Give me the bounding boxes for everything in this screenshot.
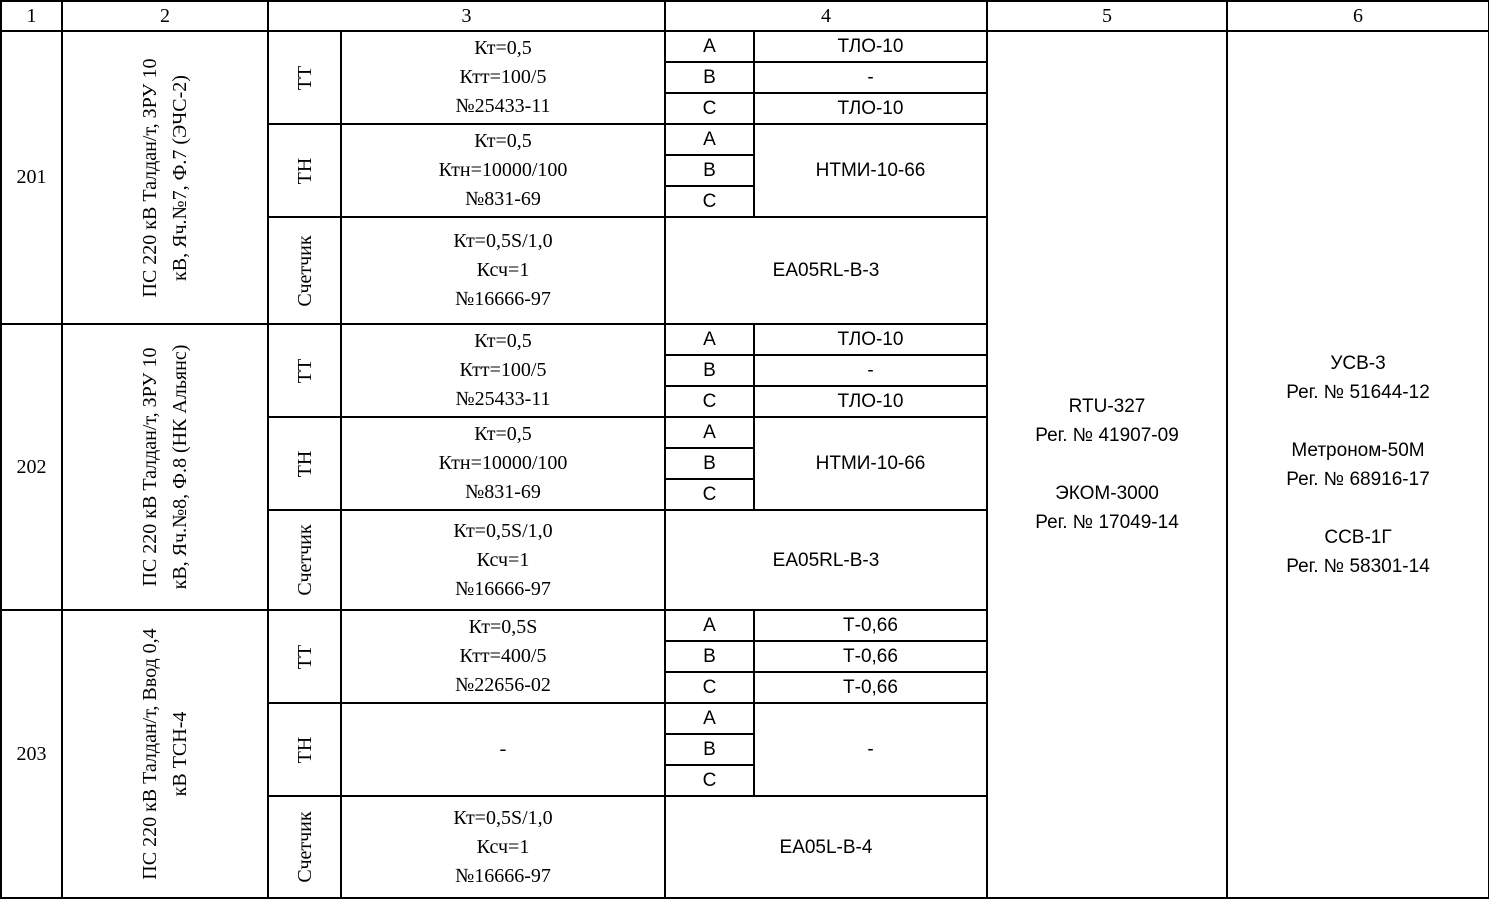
meter-label: Счетчик xyxy=(293,524,316,596)
header-cell-3: 3 xyxy=(268,1,665,31)
meter-registry: №16666-97 xyxy=(455,288,551,310)
phase-label: A xyxy=(665,324,754,355)
phase-label: A xyxy=(665,703,754,734)
meter-registry: №16666-97 xyxy=(455,864,551,887)
meter-accuracy: Кт=0,5S/1,0 xyxy=(453,806,553,829)
device-ssv-reg: Рег. № 58301-14 xyxy=(1286,555,1430,577)
tt-type: ТЛО-10 xyxy=(754,31,987,62)
tt-type: ТЛО-10 xyxy=(754,324,987,355)
phase-label: C xyxy=(665,186,754,217)
meter-type: ЕА05RL-B-3 xyxy=(665,510,987,610)
device-metronom: Метроном-50М xyxy=(1291,439,1425,461)
tn-params xyxy=(341,703,665,796)
tt-ratio-accuracy: Кт=0,5 xyxy=(474,37,532,59)
tn-params-value: - xyxy=(499,738,507,760)
device-usv: УСВ-3 xyxy=(1330,352,1386,374)
meter-type: ЕА05L-B-4 xyxy=(665,796,987,898)
tt-label: ТТ xyxy=(293,644,316,669)
row-number: 201 xyxy=(1,31,62,324)
device-ekom-reg: Рег. № 17049-14 xyxy=(1035,512,1179,533)
connection-name-cell xyxy=(62,31,268,324)
phase-label: A xyxy=(665,31,754,62)
header-row xyxy=(1,1,1489,31)
row-number: 203 xyxy=(1,610,62,898)
tt-params xyxy=(341,31,665,124)
meter-label: Счетчик xyxy=(293,811,316,883)
device-rtu: RTU-327 xyxy=(1068,396,1146,417)
tt-registry: №22656-02 xyxy=(455,674,551,696)
tt-params xyxy=(341,324,665,417)
tn-type: - xyxy=(754,703,987,796)
header-cell-4: 4 xyxy=(665,1,987,31)
tt-type: - xyxy=(754,62,987,93)
tt-label-cell xyxy=(268,610,341,703)
meter-label-cell xyxy=(268,796,341,898)
tn-params xyxy=(341,417,665,510)
tn-registry: №831-69 xyxy=(465,481,541,503)
meter-coef: Ксч=1 xyxy=(476,548,530,571)
tn-type: НТМИ-10-66 xyxy=(754,124,987,217)
tn-label-cell xyxy=(268,417,341,510)
header-cell-6: 6 xyxy=(1227,1,1489,31)
connection-name: ПС 220 кВ Талдан/т, Ввод 0,4 кВ ТСН-4 xyxy=(139,628,191,880)
phase-label: A xyxy=(665,610,754,641)
connection-name: ПС 220 кВ Талдан/т, ЗРУ 10 кВ, Яч.№8, Ф.8 (НК Альянс) xyxy=(139,344,191,590)
table-row xyxy=(1,31,1489,62)
header-cell-1: 1 xyxy=(1,1,62,31)
meter-accuracy: Кт=0,5S/1,0 xyxy=(453,230,553,252)
tn-label-cell xyxy=(268,703,341,796)
phase-label: C xyxy=(665,93,754,124)
meter-params xyxy=(341,510,665,610)
tn-label: ТН xyxy=(293,736,316,763)
phase-label: B xyxy=(665,448,754,479)
connection-name: ПС 220 кВ Талдан/т, ЗРУ 10 кВ, Яч.№7, Ф.7 (ЭЧС-2) xyxy=(139,58,191,297)
tn-params xyxy=(341,124,665,217)
tn-accuracy: Кт=0,5 xyxy=(474,423,532,445)
tn-label-cell xyxy=(268,124,341,217)
phase-label: B xyxy=(665,62,754,93)
header-cell-5: 5 xyxy=(987,1,1227,31)
phase-label: C xyxy=(665,386,754,417)
column6-devices xyxy=(1227,31,1489,898)
connection-name-cell xyxy=(62,610,268,898)
tn-registry: №831-69 xyxy=(465,188,541,210)
tt-type: Т-0,66 xyxy=(754,641,987,672)
tt-params xyxy=(341,610,665,703)
header-cell-2: 2 xyxy=(62,1,268,31)
device-usv-reg: Рег. № 51644-12 xyxy=(1286,381,1430,403)
phase-label: C xyxy=(665,765,754,796)
phase-label: A xyxy=(665,124,754,155)
meter-params xyxy=(341,217,665,324)
meter-type: ЕА05RL-B-3 xyxy=(665,217,987,324)
tt-ratio-accuracy: Кт=0,5 xyxy=(474,330,532,352)
tt-label-cell xyxy=(268,31,341,124)
device-ekom: ЭКОМ-3000 xyxy=(1055,483,1159,504)
phase-label: B xyxy=(665,355,754,386)
connection-name-cell xyxy=(62,324,268,610)
meter-label-cell xyxy=(268,217,341,324)
row-number: 202 xyxy=(1,324,62,610)
tt-type: Т-0,66 xyxy=(754,610,987,641)
tn-accuracy: Кт=0,5 xyxy=(474,130,532,152)
tt-ratio-accuracy: Кт=0,5S xyxy=(468,616,538,638)
meter-coef: Ксч=1 xyxy=(476,835,530,858)
tt-label: ТТ xyxy=(293,65,316,90)
phase-label: B xyxy=(665,734,754,765)
tn-ratio: Ктн=10000/100 xyxy=(438,159,568,181)
device-ssv: ССВ-1Г xyxy=(1324,526,1392,548)
tn-label: ТН xyxy=(293,450,316,477)
meter-label: Счетчик xyxy=(293,234,316,307)
tt-ratio: Ктт=400/5 xyxy=(459,645,547,667)
phase-label: B xyxy=(665,155,754,186)
meter-registry: №16666-97 xyxy=(455,577,551,600)
tt-ratio: Ктт=100/5 xyxy=(459,66,547,88)
phase-label: B xyxy=(665,641,754,672)
tt-type: ТЛО-10 xyxy=(754,386,987,417)
tt-type: Т-0,66 xyxy=(754,672,987,703)
tt-label: ТТ xyxy=(293,358,316,383)
device-rtu-reg: Рег. № 41907-09 xyxy=(1035,425,1179,446)
tt-type: ТЛО-10 xyxy=(754,93,987,124)
tt-registry: №25433-11 xyxy=(455,95,551,117)
tn-label: ТН xyxy=(293,157,316,184)
column5-devices xyxy=(987,31,1227,898)
phase-label: C xyxy=(665,672,754,703)
meter-accuracy: Кт=0,5S/1,0 xyxy=(453,519,553,542)
tt-ratio: Ктт=100/5 xyxy=(459,359,547,381)
meter-label-cell xyxy=(268,510,341,610)
meter-coef: Ксч=1 xyxy=(476,259,530,281)
tt-type: - xyxy=(754,355,987,386)
tt-label-cell xyxy=(268,324,341,417)
phase-label: C xyxy=(665,479,754,510)
tt-registry: №25433-11 xyxy=(455,388,551,410)
tn-type: НТМИ-10-66 xyxy=(754,417,987,510)
device-metronom-reg: Рег. № 68916-17 xyxy=(1286,468,1430,490)
tn-ratio: Ктн=10000/100 xyxy=(438,452,568,474)
meter-params xyxy=(341,796,665,898)
phase-label: A xyxy=(665,417,754,448)
